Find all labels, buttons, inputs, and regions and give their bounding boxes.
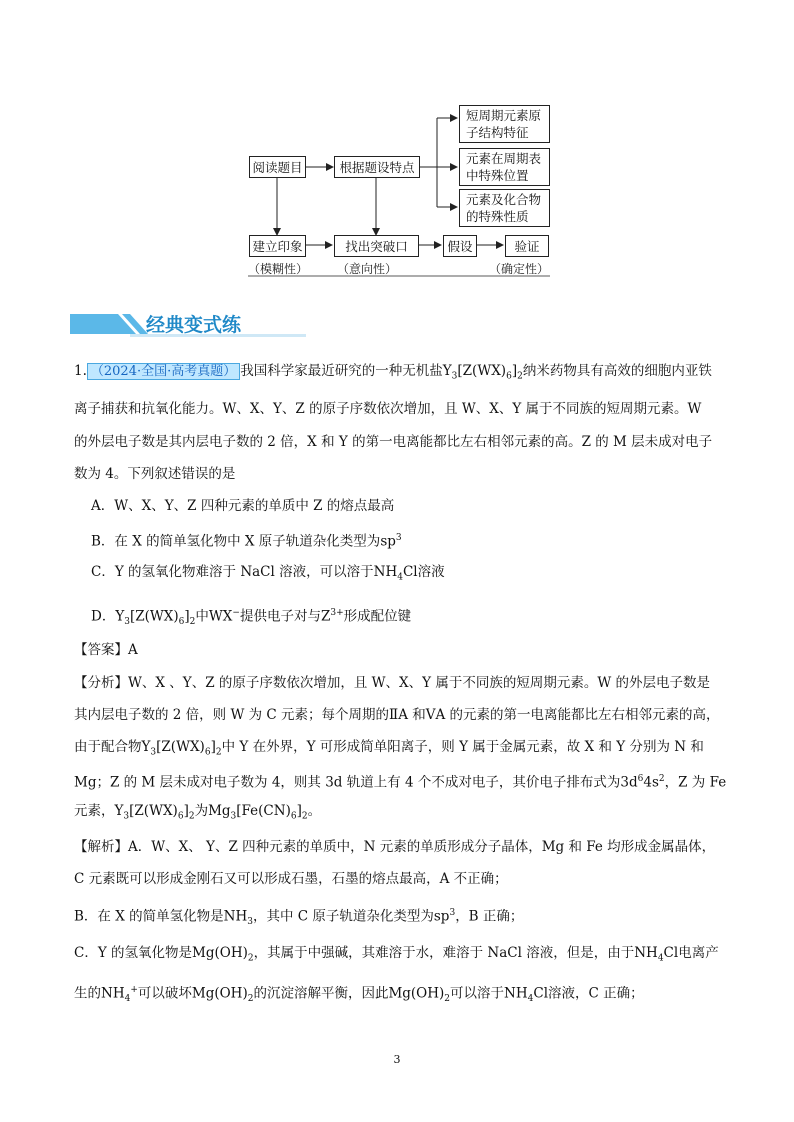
hint-certain: （确定性） bbox=[489, 262, 550, 276]
section-title: 经典变式练 bbox=[146, 314, 242, 336]
solution-line-3: B．在 X 的简单氢化物是$NH_3$，其中 C 原子轨道杂化类型为$sp^3$，B 正确； bbox=[74, 908, 524, 928]
solution-line-1: 【解析】A．W、X、 Y、Z 四种元素的单质中，N 元素的单质形成分子晶体，Mg 和 Fe 均形成金属晶体， bbox=[74, 839, 716, 855]
analysis-line-5: 元素，$Y_3[Z(WX)_6]_2$为$Mg_3[Fe(CN)_6]_2$。 bbox=[74, 803, 322, 822]
option-a: A．W、X、Y、Z 四种元素的单质中 Z 的熔点最高 bbox=[91, 498, 395, 514]
source-tag: （2024·全国·高考真题） bbox=[87, 363, 240, 380]
answer: 【答案】A bbox=[74, 642, 138, 658]
analysis-line-4: Mg；Z 的 M 层未成对电子数为 4，则其 3d 轨道上有 4 个不成对电子，其价电子排布式为$3d^64s^2$，Z 为 Fe bbox=[74, 774, 727, 791]
box-impression: 建立印象 bbox=[249, 235, 306, 257]
analysis-line-1: 【分析】W、X 、Y、Z 的原子序数依次增加，且 W、X、Y 属于不同族的短周期元素。W 的外层电子数是 bbox=[74, 675, 711, 691]
option-c: C．Y 的氢氧化物难溶于 NaCl 溶液，可以溶于$NH_4Cl$溶液 bbox=[91, 564, 445, 583]
analysis-line-3: 由于配合物$Y_3[Z(WX)_6]_2$中 Y 在外界，Y 可形成简单阳离子，则 Y 属于金属元素，故 X 和 Y 分别为 N 和 bbox=[74, 739, 704, 758]
hint-fuzzy: （模糊性） bbox=[248, 262, 309, 276]
question-line-3: 的外层电子数是其内层电子数的 2 倍，X 和 Y 的第一电离能都比左右相邻元素的高。Z 的 M 层未成对电子 bbox=[74, 434, 713, 450]
box-verify: 验证 bbox=[505, 235, 549, 257]
solution-line-2: C 元素既可以形成金刚石又可以形成石墨，石墨的熔点最高，A 不正确； bbox=[74, 871, 508, 887]
option-d: D．$Y_3[Z(WX)_6]_2$中WX−提供电子对与$Z^{3+}$形成配位键 bbox=[91, 608, 412, 628]
box-features: 根据题设特点 bbox=[334, 156, 420, 178]
hint-intent: （意向性） bbox=[337, 262, 398, 276]
box-properties: 元素及化合物 的特殊性质 bbox=[459, 189, 550, 227]
box-breakthrough: 找出突破口 bbox=[334, 235, 419, 257]
box-hypothesis: 假设 bbox=[443, 235, 477, 257]
box-structure: 短周期元素原 子结构特征 bbox=[459, 105, 550, 143]
solution-line-4: C．Y 的氢氧化物是$Mg(OH)_2$，其属于中强碱，其难溶于水，难溶于 NaCl 溶液，但是，由于$NH_4Cl$电离产 bbox=[74, 945, 719, 964]
question-line-4: 数为 4。下列叙述错误的是 bbox=[74, 466, 236, 482]
question-line-2: 离子捕获和抗氧化能力。W、X、Y、Z 的原子序数依次增加，且 W、X、Y 属于不同族的短周期元素。W bbox=[74, 401, 702, 417]
box-read: 阅读题目 bbox=[249, 156, 306, 178]
box-position: 元素在周期表 中特殊位置 bbox=[459, 148, 550, 186]
question-line-1: 1. （2024·全国·高考真题） 我国科学家最近研究的一种无机盐$Y_3[Z(WX)_6]_2$纳米药物具有高效的细胞内亚铁 bbox=[74, 363, 712, 382]
solution-line-5: 生的$NH_4^+$可以破坏$Mg(OH)_2$的沉淀溶解平衡，因此$Mg(OH)_2$可以溶于$NH_4Cl$溶液，C 正确； bbox=[74, 985, 644, 1005]
analysis-line-2: 其内层电子数的 2 倍，则 W 为 C 元素；每个周期的ⅡA 和ⅤA 的元素的第一电离能都比左右相邻元素的高， bbox=[74, 707, 720, 723]
page-number: 3 bbox=[393, 1053, 401, 1066]
option-b: B．在 X 的简单氢化物中 X 原子轨道杂化类型为$sp^3$ bbox=[91, 533, 402, 550]
